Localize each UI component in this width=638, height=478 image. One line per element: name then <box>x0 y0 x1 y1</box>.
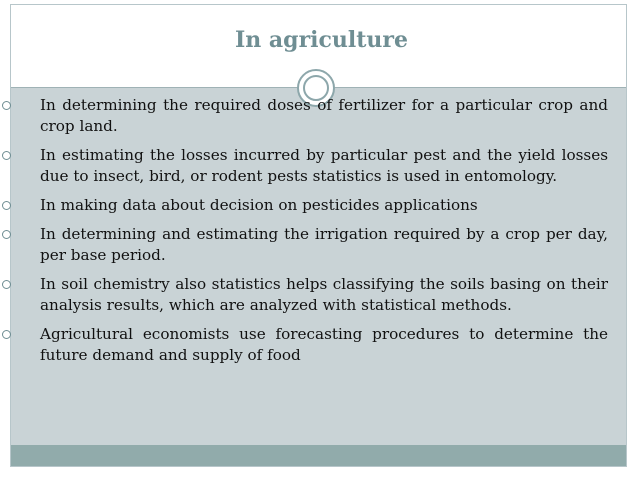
bullet-circle-icon <box>2 280 11 289</box>
bullet-circle-icon <box>2 151 11 160</box>
bullet-item <box>0 145 630 187</box>
bottom-band <box>11 445 626 466</box>
bullet-circle-icon <box>2 201 11 210</box>
bullet-text: In soil chemistry also statistics helps classifying the soils basing on their analysis results, which are analyzed with statistical methods. <box>40 275 608 314</box>
bullet-circle-icon <box>2 330 11 339</box>
slide-title: In agriculture <box>234 27 409 53</box>
bullet-item <box>0 95 630 137</box>
bullet-circle-icon <box>2 230 11 239</box>
bullet-text: Agricultural economists use forecasting procedures to determine the future demand and supply of food <box>40 325 608 364</box>
bullet-item <box>0 274 630 316</box>
bullet-list <box>0 95 630 374</box>
bullet-text: In estimating the losses incurred by particular pest and the yield losses due to insect, bird, or rodent pests statistics is used in entomology. <box>40 146 608 185</box>
bullet-text: In determining and estimating the irrigation required by a crop per day, per base period. <box>40 225 608 264</box>
bullet-text: In making data about decision on pesticides applications <box>40 196 478 214</box>
bullet-circle-icon <box>2 101 11 110</box>
bullet-item <box>0 195 630 216</box>
bullet-text: In determining the required doses of fertilizer for a particular crop and crop land. <box>40 96 608 135</box>
bullet-item <box>0 224 630 266</box>
bullet-item <box>0 324 630 366</box>
